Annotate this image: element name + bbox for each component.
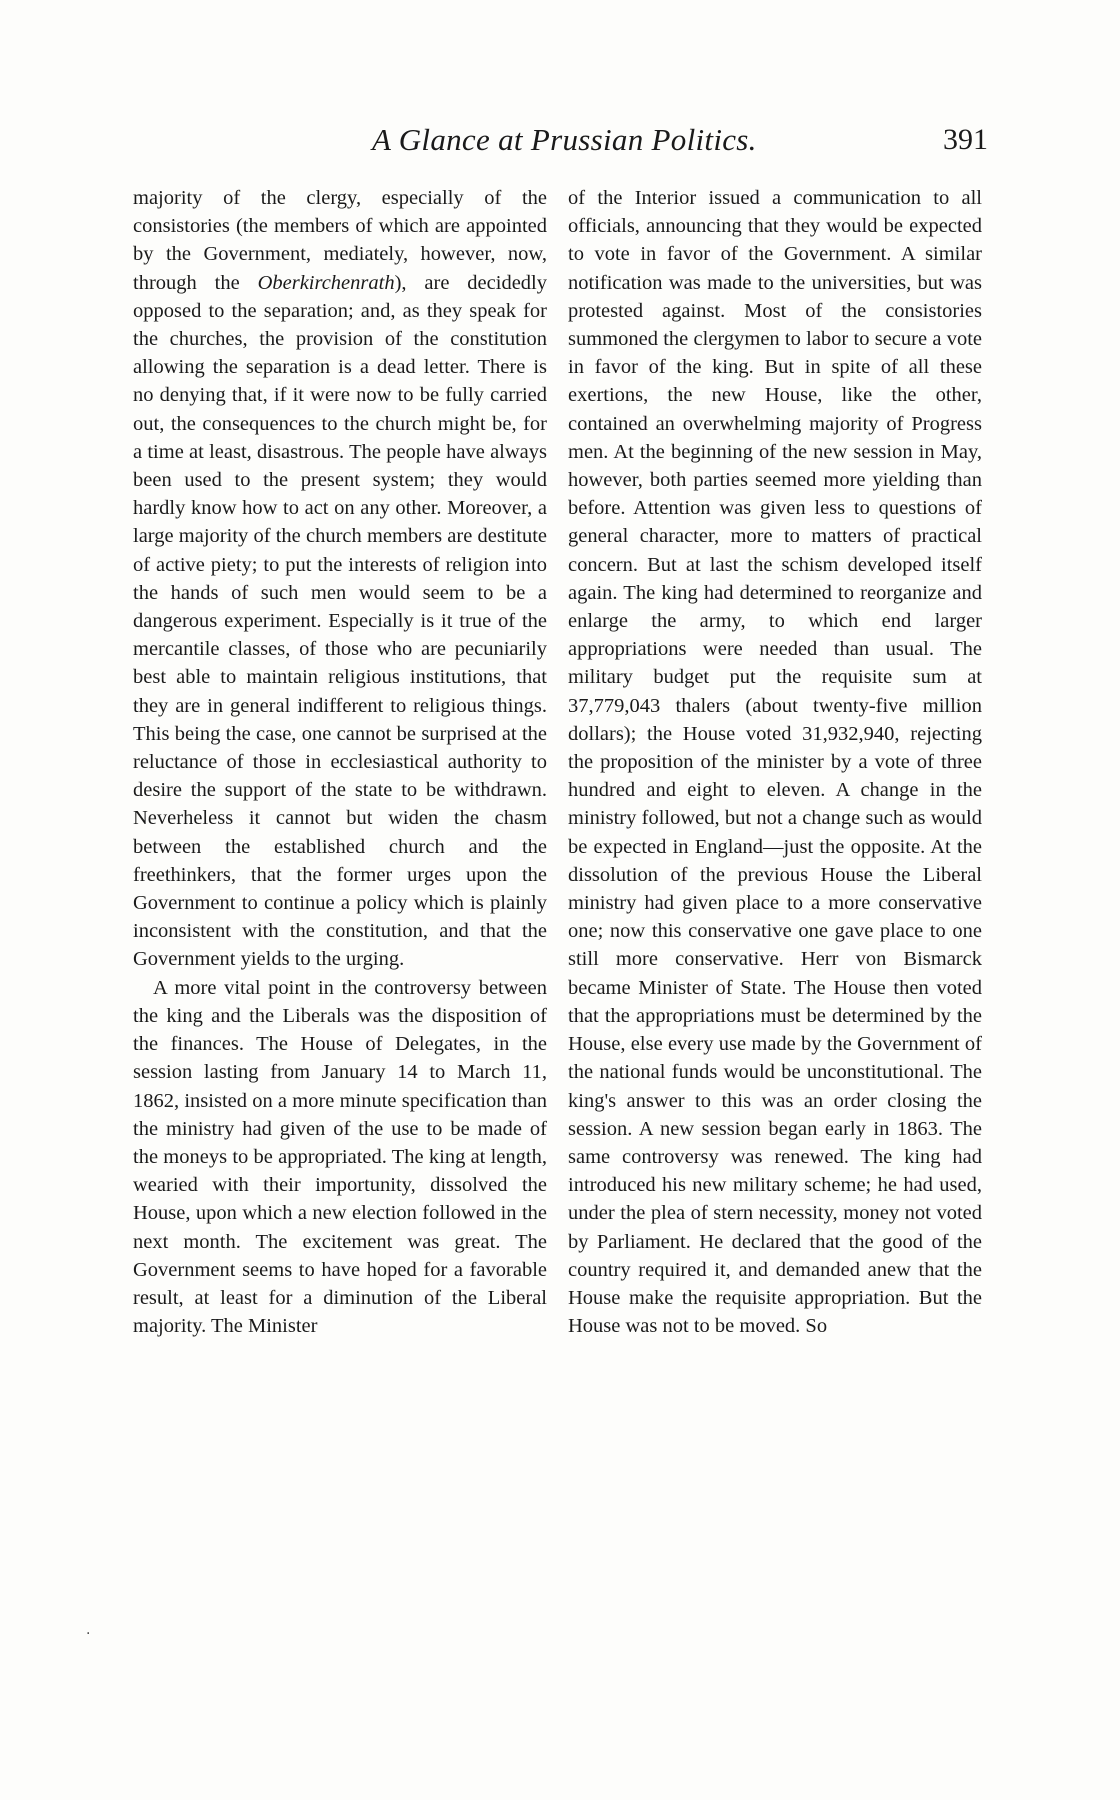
left-paragraph-1 (133, 184, 547, 974)
left-paragraph-2: A more vital point in the controversy between the king and the Liberals was the disposition of the finances. The House of Delegates, in the session lasting from January 14 to March 11, 1862, insisted on a more minute specification than the ministry had given of the use to be made of the moneys to be appropriated. The king at length, wearied with their importunity, dissolved the House, upon which a new election followed in the next month. The excitement was great. The Government seems to have hoped for a favorable result, at least for a diminution of the Liberal majority. The Minister (133, 976, 547, 1338)
margin-speck: · (86, 1626, 91, 1642)
oberkirchenrath-term: Oberkirchenrath (257, 271, 395, 294)
running-head (132, 120, 992, 160)
left-paragraph-1-text-b: ), are decidedly opposed to the separation; and, as they speak for the churches, the provision of the constitution allowing the separation is a dead letter. There is no denying that, if it were now to be fully carried out, the consequences to the church might be, for a time at least, disastrous. The people have always been used to the present system; they would hardly know how to act on any other. Moreover, a large majority of the church members are destitute of active piety; to put the interests of religion into the hands of such men would seem to be a dangerous experiment. Especially is it true of the mercantile classes, of those who are pecuniarily best able to maintain religious institutions, that they are in general indifferent to religious things. This being the case, one cannot be surprised at the reluctance of those in ecclesiastical authority to desire the support of the state to be withdrawn. Neverheless it cannot but widen the chasm between the established church and the freethinkers, that the former urges upon the Government to continue a policy which is plainly inconsistent with the constitution, and that the Government yields to the urging. (133, 271, 547, 971)
left-column (133, 184, 547, 1340)
page-number: 391 (943, 123, 988, 156)
right-column (568, 184, 982, 1340)
running-title: A Glance at Prussian Politics. (372, 122, 757, 157)
right-paragraph-1: of the Interior issued a communication to all officials, announcing that they would be expected to vote in favor of the Government. A similar notification was made to the universities, but was protested against. Most of the consistories summoned the clergymen to labor to secure a vote in favor of the king. But in spite of all these exertions, the new House, like the other, contained an overwhelming majority of Progress men. At the beginning of the new session in May, however, both parties seemed more yielding than before. Attention was given less to questions of general character, more to matters of practical concern. But at last the schism developed itself again. The king had determined to reorganize and enlarge the army, to which end larger appropriations were needed than usual. The military budget put the requisite sum at 37,779,043 thalers (about twenty-five million dollars); the House voted 31,932,940, rejecting the proposition of the minister by a vote of three hundred and eight to eleven. A change in the ministry followed, but not a change such as would be expected in England—just the opposite. At the dissolution of the previous House the Liberal ministry had given place to a more conservative one; now this conservative one gave place to one still more conservative. Herr von Bismarck became Minister of State. The House then voted that the appropriations must be determined by the House, else every use made by the Government of the national funds would be unconstitutional. The king's answer to this was an order closing the session. A new session began early in 1863. The same controversy was renewed. The king had introduced his new military scheme; he had used, under the plea of stern necessity, money not voted by Parliament. He declared that the good of the country required it, and demanded anew that the House make the requisite appropriation. But the House was not to be moved. So (568, 187, 982, 1338)
left-paragraph-1-text-a: majority of the clergy, especially of the consistories (the members of which are appointed by the Government, mediately, however, now, through the (133, 187, 547, 294)
